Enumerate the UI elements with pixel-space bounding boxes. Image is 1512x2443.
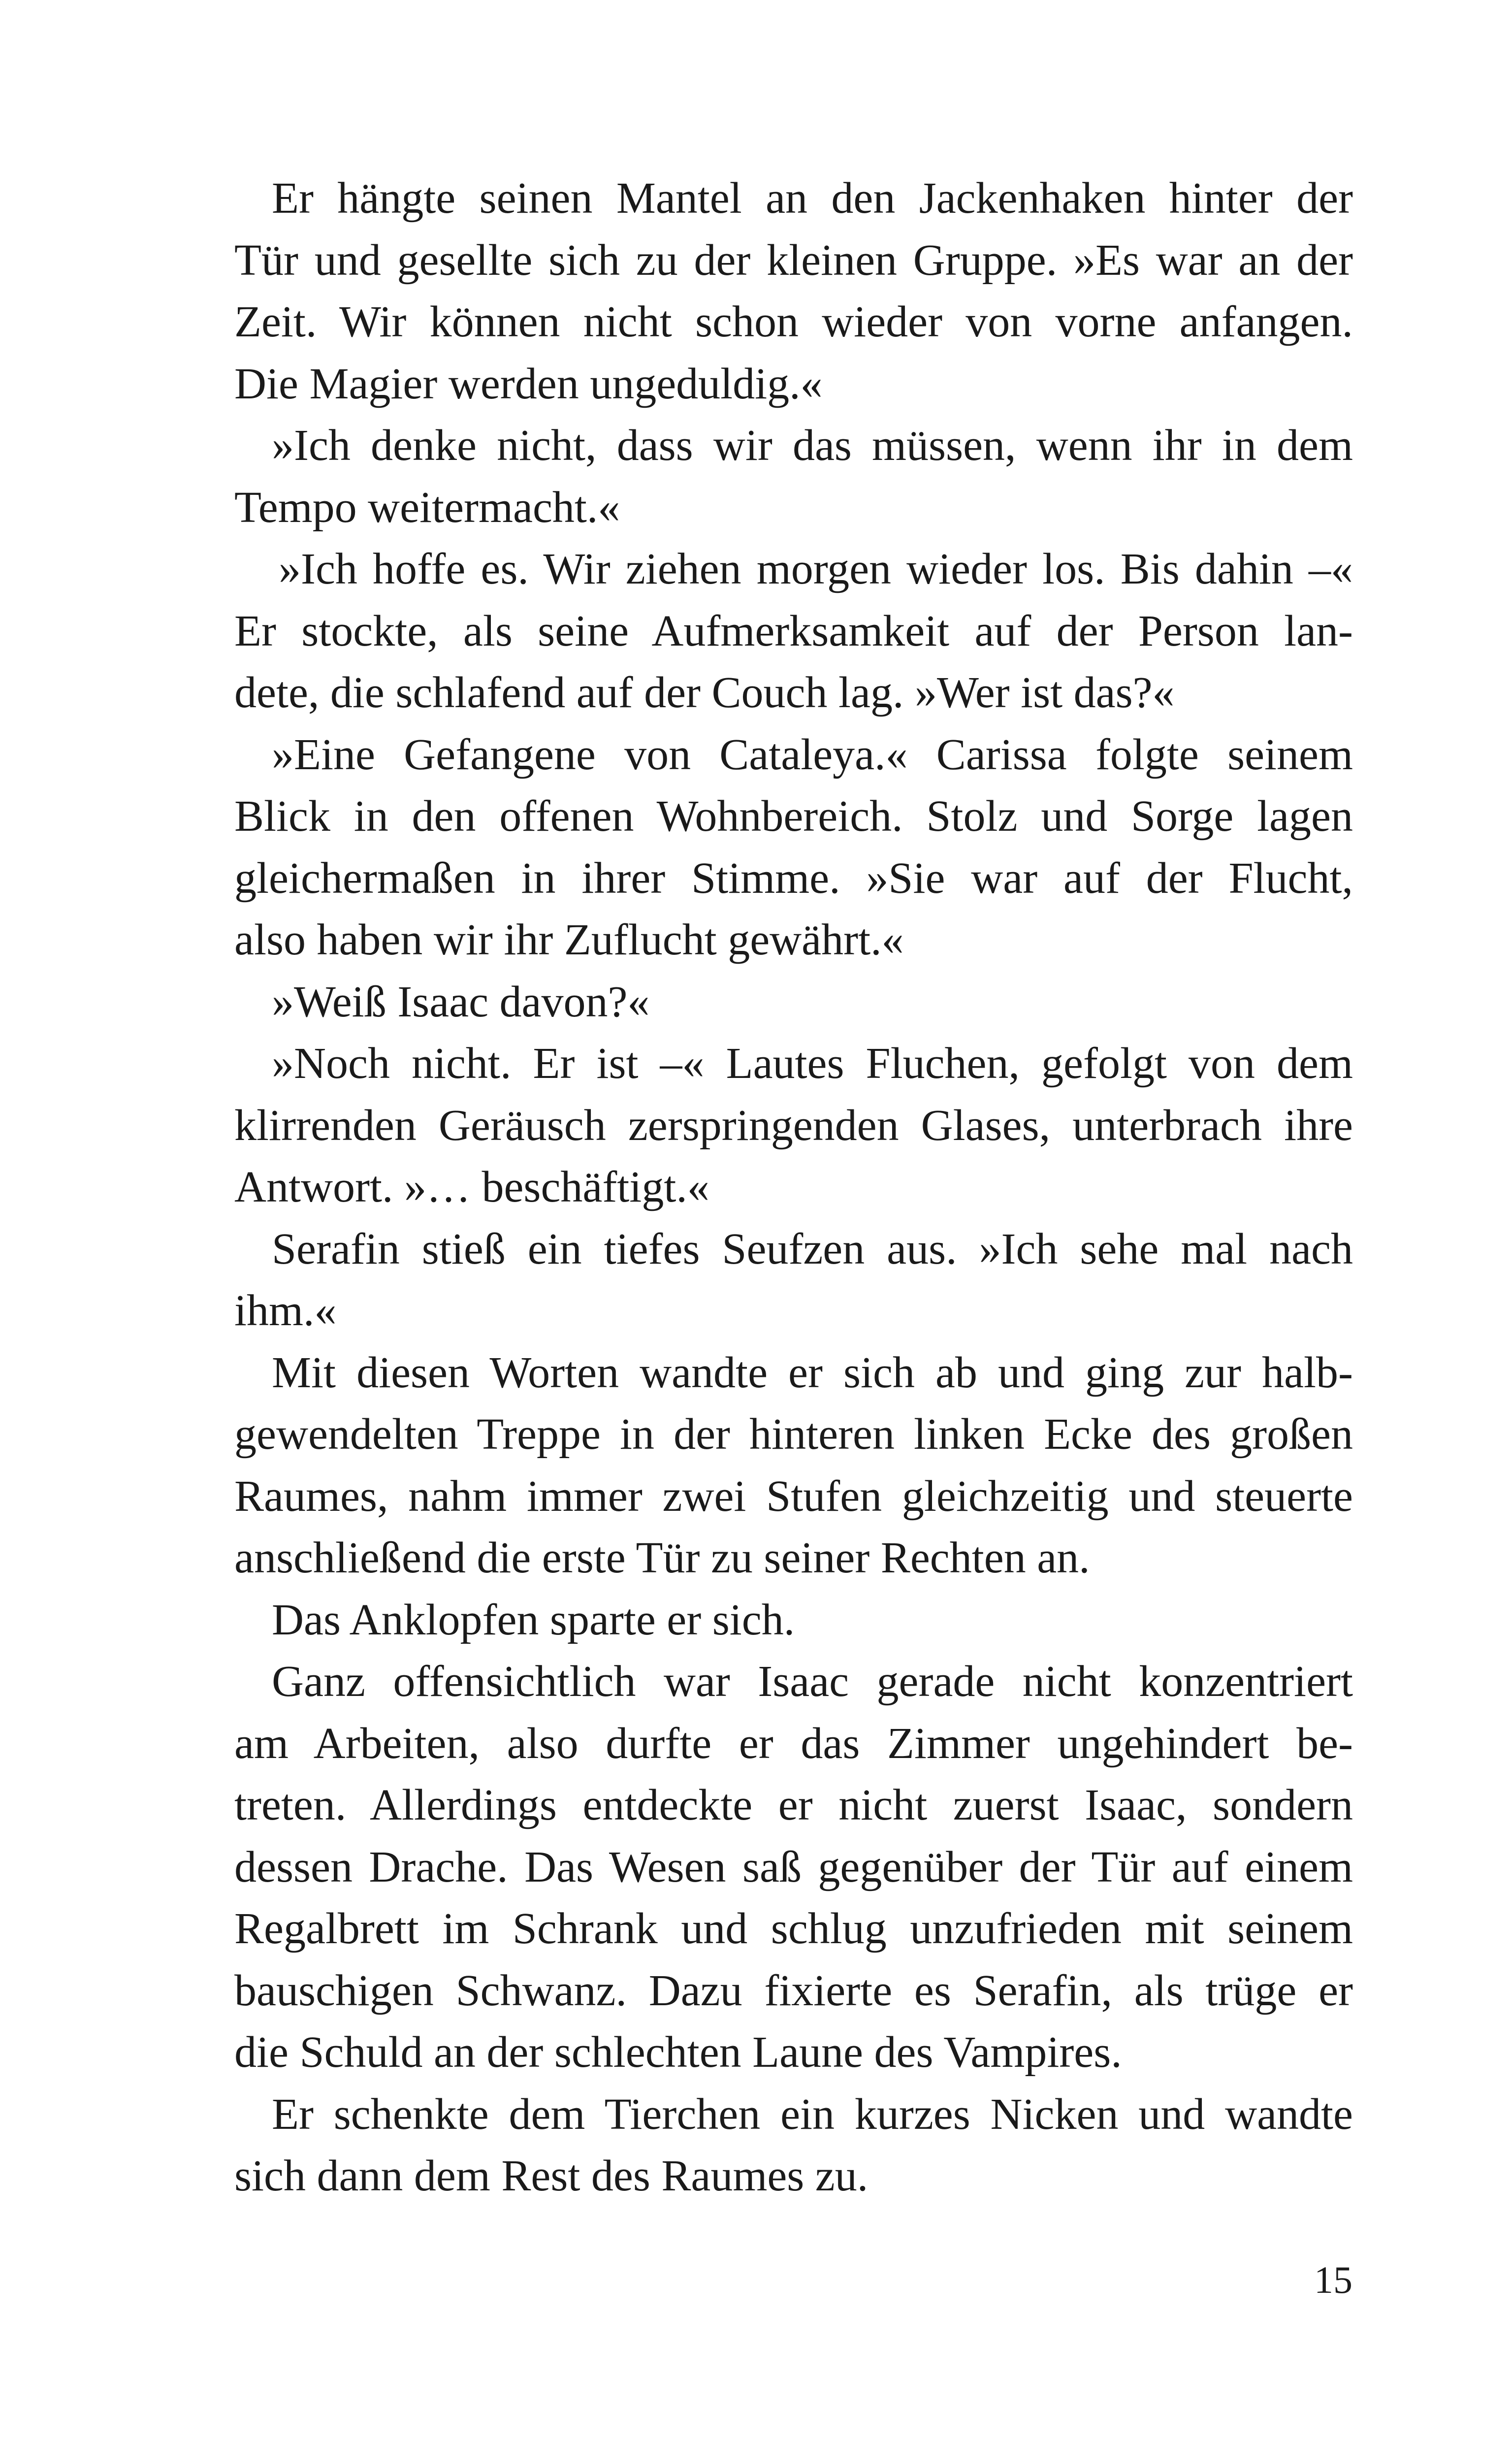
text-line: anschließend die erste Tür zu seiner Rechten an. (234, 1533, 1090, 1582)
text-line: Antwort. »… beschäftigt.« (234, 1163, 709, 1211)
text-line: Das Anklopfen sparte er sich. (272, 1595, 795, 1644)
text-line: Serafin stieß ein tiefes Seufzen aus. »Ich sehe mal nach (272, 1224, 1353, 1273)
text-line: treten. Allerdings entdeckte er nicht zuerst Isaac, sondern (234, 1781, 1353, 1829)
text-line: Die Magier werden ungeduldig.« (234, 359, 823, 408)
text-line: »Ich hoffe es. Wir ziehen morgen wieder los. Bis dahin –« (279, 545, 1353, 593)
text-line: Tempo weitermacht.« (234, 483, 620, 532)
text-line: gleichermaßen in ihrer Stimme. »Sie war auf der Flucht, (234, 853, 1353, 903)
text-line: sich dann dem Rest des Raumes zu. (234, 2151, 869, 2200)
text-line: Mit diesen Worten wandte er sich ab und ging zur halb- (272, 1348, 1353, 1397)
text-line: die Schuld an der schlechten Laune des Vampires. (234, 2028, 1122, 2077)
text-line: bauschigen Schwanz. Dazu fixierte es Serafin, als trüge er (234, 1966, 1353, 2015)
text-line: klirrenden Geräusch zerspringenden Glases, unterbrach ihre (234, 1101, 1353, 1150)
text-line: also haben wir ihr Zuflucht gewährt.« (234, 915, 904, 964)
text-line: »Eine Gefangene von Cataleya.« Carissa folgte seinem (272, 730, 1353, 779)
text-line: Regalbrett im Schrank und schlug unzufrieden mit seinem (234, 1904, 1353, 1953)
text-line: am Arbeiten, also durfte er das Zimmer ungehindert be- (234, 1719, 1353, 1768)
body-text (234, 167, 1353, 2207)
text-line: Er schenkte dem Tierchen ein kurzes Nicken und wandte (272, 2089, 1353, 2139)
text-line: »Ich denke nicht, dass wir das müssen, wenn ihr in dem (272, 421, 1353, 470)
page-number: 15 (1314, 2258, 1352, 2301)
text-line: Blick in den offenen Wohnbereich. Stolz und Sorge lagen (234, 792, 1353, 841)
text-line: ihm.« (234, 1286, 337, 1335)
text-line: dessen Drache. Das Wesen saß gegenüber der Tür auf einem (234, 1842, 1353, 1891)
text-line: dete, die schlafend auf der Couch lag. »Wer ist das?« (234, 668, 1175, 717)
text-line: gewendelten Treppe in der hinteren linken Ecke des großen (234, 1410, 1353, 1459)
text-line: Tür und gesellte sich zu der kleinen Gruppe. »Es war an der (234, 235, 1353, 285)
text-line: Er hängte seinen Mantel an den Jackenhaken hinter der (272, 174, 1353, 223)
text-line: Raumes, nahm immer zwei Stufen gleichzeitig und steuerte (234, 1471, 1353, 1521)
text-line: Er stockte, als seine Aufmerksamkeit auf der Person lan- (234, 606, 1353, 655)
text-line: »Noch nicht. Er ist –« Lautes Fluchen, gefolgt von dem (272, 1039, 1353, 1088)
text-line: »Weiß Isaac davon?« (272, 977, 650, 1026)
text-line: Zeit. Wir können nicht schon wieder von vorne anfangen. (234, 297, 1353, 346)
text-line: Ganz offensichtlich war Isaac gerade nicht konzentriert (272, 1657, 1353, 1706)
